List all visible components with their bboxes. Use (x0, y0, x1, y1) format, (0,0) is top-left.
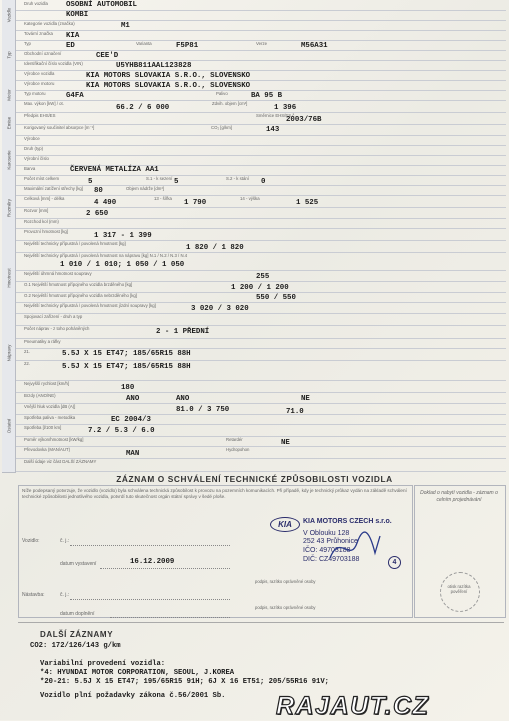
label: Zdvih. objem [cm³] (212, 101, 248, 106)
label: Výrobce (24, 136, 40, 141)
value-kategorie: M1 (121, 22, 130, 30)
value-spotreba: 7.2 / 5.3 / 6.0 (88, 427, 155, 435)
value-barva: ČERVENÁ METALÍZA AA1 (70, 166, 159, 174)
cj-label: č. j.: (60, 538, 70, 544)
dalsi-line-4: Vozidlo plní požadavky zákona č.56/2001 Sb. (40, 692, 226, 700)
label: Provozní hmotnost [kg] (24, 229, 68, 234)
value-znacka: KIA (66, 32, 80, 40)
side-label-typ (2, 30, 16, 81)
value-objem: 1 396 (274, 104, 297, 112)
value-co2: 143 (266, 126, 280, 134)
nastavba-label: Nástavba: (22, 592, 45, 598)
value-souprava: 255 (256, 273, 270, 281)
side-label-text: Vozidlo (6, 7, 11, 23)
label: Tovární značka (24, 31, 53, 36)
record-text: Níže podepsaný potvrzuje, že vozidlo (vozidlo) byla schválena technická způsobilost k provozu na pozemních komunikacích. Při případě, kdy je technický průkaz vydán na základě schválení technické způsobilosti jednotlivého vozidla, potvrdí tuto skutečnost orgán státní správy v šedé ploše. (22, 488, 407, 499)
label: S.1 - k sezení (146, 176, 173, 181)
label: O.2 Největší hmotnost přípojného vozidla nebrzděného [kg] (24, 293, 137, 298)
side-label-ostatni (2, 380, 16, 473)
side-label-text: Typ (6, 51, 11, 59)
vozidlo-label: Vozidlo: (22, 538, 40, 544)
label: Výrobní číslo (24, 156, 49, 161)
value-vyska: 1 525 (296, 199, 319, 207)
value-brzdene: 1 200 / 1 200 (231, 284, 289, 292)
label: Vnější hluk vozidla [dB (A)] (24, 404, 76, 409)
side-label-hmotnost (2, 230, 16, 326)
label: Největší úhrnná hmotnost soupravy (24, 271, 92, 276)
label: 21. (24, 349, 30, 354)
dalsi-divider (18, 622, 504, 623)
value-metodika: EC 2004/3 (111, 416, 151, 424)
value-predpis: 2003/76B (286, 116, 322, 124)
cj2-line (70, 599, 230, 600)
value-sirka: 1 790 (184, 199, 207, 207)
dalsi-line-0: CO2: 172/126/143 g/km (30, 642, 121, 650)
value-nebrzdene: 550 / 550 (256, 294, 296, 302)
datum-label: datum vystavení (60, 561, 97, 567)
label: Počet míst celkem (24, 176, 60, 181)
value-typ: ED (66, 42, 75, 50)
label: Typ motoru (24, 91, 46, 96)
label: Typ (24, 41, 31, 46)
label: Výrobce vozidla (24, 71, 55, 76)
label: Největší technicky přípustná / povolená hmotnost na nápravu [kg] N.1 / N.2 / N.3 / N.4 (24, 253, 188, 258)
datum-value: 16.12.2009 (130, 558, 175, 566)
side-label-text: Karoserie (6, 150, 11, 170)
value-vyrobce: KIA MOTORS SLOVAKIA S.R.O., SLOVENSKO (86, 72, 251, 80)
value-druh2: KOMBI (66, 11, 89, 19)
label: S.2 - k stání (226, 176, 249, 181)
side-label-rozmery (2, 185, 16, 231)
value-motor: G4FA (66, 92, 84, 100)
stamp-number: 4 (388, 556, 401, 569)
side-label-karoserie (2, 135, 16, 186)
label: Obchodní označení (24, 51, 62, 56)
value-brzdy1: ANO (126, 395, 140, 403)
side-label-text: Nápravy (6, 344, 11, 361)
row-napravy-hm (16, 252, 506, 271)
label: Směrnice EHS/ES č. (256, 113, 296, 118)
stamp-line1: KIA MOTORS CZECH s.r.o. (303, 518, 392, 525)
label: 13 - šířka (154, 196, 172, 201)
value-napravy-hm: 1 010 / 1 010; 1 050 / 1 050 (60, 261, 185, 269)
value-vin: U5YHB811AAL123828 (116, 62, 192, 70)
side-label-napravy (2, 325, 16, 381)
value-brzdy2: ANO (176, 395, 190, 403)
label: Kategorie vozidla (značka) (24, 21, 75, 26)
side-label-text: Ostatní (6, 418, 11, 434)
label: Retardér (226, 437, 243, 442)
purchase-box-text: Doklad o nabytí vozidla - záznam o celním projednávání (420, 490, 498, 503)
value-retarder: NE (281, 439, 290, 447)
label: Převodovka (MAN/AUT) (24, 447, 71, 452)
label: Spojovací zařízení - druh a typ (24, 314, 83, 319)
value-pocet-naprav: 2 - 1 PŘEDNÍ (156, 328, 210, 336)
value-delka: 4 490 (94, 199, 117, 207)
value-prevodovka: MAN (126, 450, 140, 458)
label: Celková [mm] - délka (24, 196, 65, 201)
label: Nejvyšší rychlost [km/h] (24, 381, 70, 386)
label: Verze (256, 41, 267, 46)
row-pneu2 (16, 360, 506, 381)
label: Hydropohon (226, 447, 250, 452)
value-sezeni: 5 (174, 178, 179, 186)
side-label-vozidlo (2, 0, 16, 31)
label: 14 - výška (240, 196, 260, 201)
value-pneu2: 5.5J X 15 ET47; 185/65R15 88H (62, 363, 191, 371)
value-varianta: F5P81 (176, 42, 199, 50)
label: CO₂ [g/km] (211, 125, 233, 130)
value-palivo: BA 95 B (251, 92, 283, 100)
label: Druh (typ) (24, 146, 44, 151)
label: Rozchod kol (mm) (24, 219, 59, 224)
value-zatizeni: 80 (94, 187, 103, 195)
value-rozvor: 2 650 (86, 210, 109, 218)
label: Identifikační číslo vozidla (VIN) (24, 61, 83, 66)
dalsi-line-1: Variabilní provedení vozidla: (40, 660, 166, 668)
label: Objem nádrže [dm³] (126, 186, 164, 191)
value-hluk2: 71.0 (286, 408, 304, 416)
side-label-text: Hmotnost (6, 267, 11, 288)
dalsi-title: DALŠÍ ZÁZNAMY (40, 630, 114, 639)
label: Palivo (216, 91, 228, 96)
value-rychlost: 180 (121, 384, 135, 392)
label: Poměr výkon/hmotnost [kW/kg] (24, 437, 84, 442)
label: 22. (24, 361, 30, 366)
value-brzdy3: NE (301, 395, 310, 403)
value-vykon: 66.2 / 6 000 (116, 104, 170, 112)
label: Rozvor [mm] (24, 208, 49, 213)
doplneni-label: datum doplnění (60, 611, 95, 617)
value-hluk: 81.0 / 3 750 (176, 406, 230, 414)
side-label-motor (2, 80, 16, 111)
label: Další údaje viz část DALŠÍ ZÁZNAMY (24, 459, 97, 464)
label: Varianta (136, 41, 152, 46)
label: Největší technicky přípustná / povolená hmotnost [kg] (24, 241, 126, 246)
label: Předpis EHS/ES (24, 113, 56, 118)
podpis1-label: podpis, razítko oprávněné osoby (255, 579, 316, 584)
value-vyrobce-motoru: KIA MOTORS SLOVAKIA S.R.O., SLOVENSKO (86, 82, 251, 90)
label: Výrobce motoru (24, 81, 55, 86)
cj2-label: č. j.: (60, 592, 70, 598)
side-label-emise (2, 110, 16, 136)
value-mist: 5 (88, 178, 93, 186)
value-druh: OSOBNÍ AUTOMOBIL (66, 1, 137, 9)
side-label-text: Emise (6, 116, 11, 129)
label: Max. výkon [kW] / ot. (24, 101, 64, 106)
label: Spotřeba paliva - metodika (24, 415, 76, 420)
label: Brzdy (ANO/NE) (24, 393, 56, 398)
stamp-circle-label: otisk razítka pověření (447, 584, 471, 594)
label: Maximální zatížení střechy [kg] (24, 186, 83, 191)
datum-line (100, 568, 230, 569)
label: Korigovaný součinitel absorpce [m⁻¹] (24, 125, 95, 130)
cj-line (70, 545, 230, 546)
label: Barva (24, 166, 36, 171)
podpis2-label: podpis, razítko oprávněné osoby (255, 605, 316, 610)
label: Spotřeba [l/100 km] (24, 425, 62, 430)
doplneni-line (110, 617, 230, 618)
watermark: RAJAUT.CZ (276, 692, 430, 720)
label: O.1 Největší hmotnost přípojného vozidla brzděného [kg] (24, 282, 133, 287)
dalsi-line-3: *20-21: 5.5J X 15 ET47; 195/65R15 91H; 6J X 16 ET51; 205/55R16 91V; (40, 678, 329, 686)
value-obchodni: CEE'D (96, 52, 119, 60)
stamp-line2: V Oblouku 128 (303, 530, 350, 537)
stamp-line4: IČO: 49703188 (303, 547, 351, 554)
label: Největší technicky přípustná / povolená hmotnost jízdní soupravy [kg] (24, 303, 156, 308)
value-provozni: 1 317 - 1 399 (94, 232, 152, 240)
dalsi-line-2: *4: HYUNDAI MOTOR CORPORATION, SEOUL, J.KOREA (40, 669, 235, 677)
side-label-text: Motor (6, 89, 11, 101)
side-label-text: Rozměry (6, 198, 11, 217)
value-verze: M56A31 (301, 42, 328, 50)
value-pneu1: 5.5J X 15 ET47; 185/65R15 88H (62, 350, 191, 358)
label: Druh vozidla (24, 1, 48, 6)
row-dalsi-udaje (16, 458, 506, 472)
record-title: ZÁZNAM O SCHVÁLENÍ TECHNICKÉ ZPŮSOBILOSTI VOZIDLA (116, 474, 393, 484)
kia-logo: KIA (270, 517, 300, 532)
value-max-hm: 1 820 / 1 820 (186, 244, 244, 252)
row-pocet-naprav (16, 325, 506, 339)
label: Pneumatiky a ráfky (24, 339, 61, 344)
value-stani: 0 (261, 178, 266, 186)
signature-icon (325, 528, 385, 568)
stamp-line5: DIČ: CZ49703188 (303, 556, 360, 563)
value-jizdni: 3 020 / 3 020 (191, 305, 249, 313)
label: Počet náprav - z toho poháněných (24, 326, 90, 331)
stamp-line3: 252 43 Průhonice (303, 538, 358, 545)
